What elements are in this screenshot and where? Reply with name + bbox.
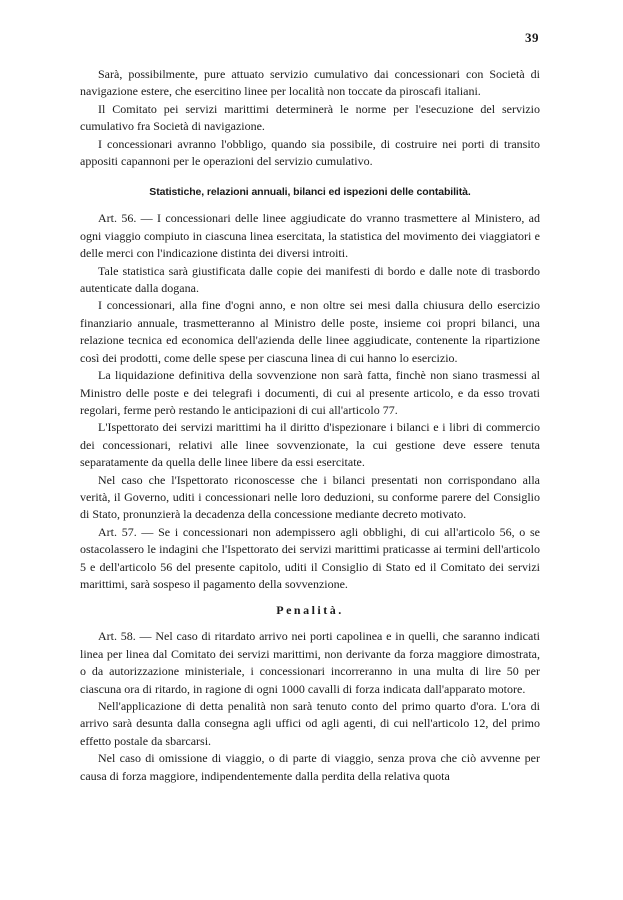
article-57-paragraph: Art. 57. — Se i concessionari non adempissero agli obblighi, di cui all'articolo 56, o se ostacolassero le indagini che l'Ispettorato dei servizi marittimi praticasse ai termini dell'articolo 5 e dell'articolo 56 del presente capitolo, uditi il Consiglio di Stato ed il Comitato dei servizi marittimi, sarà sospeso il pagamento della sovvenzione.: [80, 524, 540, 591]
article-56-paragraph: Art. 56. — I concessionari delle linee aggiudicate do vranno trasmettere al Ministero, ad ogni viaggio compiuto in ciascuna linea esercitata, la statistica del movimento dei viaggiatori e delle merci con l'indicazione distinta dei diversi introiti.: [80, 211, 540, 261]
intro-paragraph-3: I concessionari avranno l'obbligo, quando sia possibile, di costruire nei porti di transito appositi capannoni per le operazioni del servizio cumulativo.: [80, 136, 540, 169]
intro-paragraph-1: Sarà, possibilmente, pure attuato servizio cumulativo dai concessionari con Società di navigazione estere, che esercitino linee per località non toccate da piroscafi italiani.: [80, 67, 540, 99]
section-heading: Statistiche, relazioni annuali, bilanci ed ispezioni delle contabilità.: [149, 186, 471, 199]
penalty-application-paragraph: Nell'applicazione di detta penalità non sarà tenuto conto del primo quarto d'ora. L'ora di arrivo sarà desunta dalla consegna agli uffici od agli agenti, di cui nell'articolo 12, del primo effetto postale da sbarcarsi.: [80, 699, 540, 748]
penalty-heading: Penalità.: [276, 603, 344, 618]
forfeiture-paragraph: Nel caso che l'Ispettorato riconoscesse che i bilanci presentati non corrispondano alla verità, il Governo, uditi i concessionari nelle loro deduzioni, su conforme parere del Consiglio di Stato, pronunzierà la decadenza della concessione mediante decreto motivato.: [80, 472, 540, 522]
inspection-paragraph: L'Ispettorato dei servizi marittimi ha il diritto d'ispezionare i bilanci e i libri di commercio dei concessionari, relativi alle linee sovvenzionate, la cui gestione deve essere tenuta separatamente da quella delle linee libere da essi esercitate.: [80, 420, 540, 470]
article-58-paragraph: Art. 58. — Nel caso di ritardato arrivo nei porti capolinea e in quelli, che saranno indicati linea per linea dal Comitato dei servizi marittimi, non derivante da forza maggiore dimostrata, o da autorizzazione ministeriale, i concessionari incorreranno in una multa di lire 50 per ciascuna ora di ritardo, in ragione di ogni 1000 cavalli di forza indicata dall'apparato motore.: [80, 629, 540, 696]
voyage-omission-paragraph: Nel caso di omissione di viaggio, o di parte di viaggio, senza prova che ciò avvenne per causa di forza maggiore, indipendentemente dalla perdita della relativa quota: [80, 751, 540, 783]
intro-paragraph-2: Il Comitato pei servizi marittimi determinerà le norme per l'esecuzione del servizio cumulativo fra Società di navigazione.: [80, 101, 540, 134]
statistics-justification-paragraph: Tale statistica sarà giustificata dalle copie dei manifesti di bordo e dalle note di trasbordo autenticate dalla dogana.: [80, 263, 540, 296]
final-liquidation-paragraph: La liquidazione definitiva della sovvenzione non sarà fatta, finchè non siano trasmessi al Ministro delle poste e dei telegrafi i documenti, di cui al presente articolo, e da esso trovati regolari, ferme però restando le anticipazioni di cui all'articolo 77.: [80, 368, 540, 417]
page-body: [80, 66, 540, 785]
annual-report-paragraph: I concessionari, alla fine d'ogni anno, e non oltre sei mesi dalla chiusura dello esercizio finanziario annuale, trasmetteranno al Ministro delle poste, insieme coi propri bilanci, una relazione tecnica ed economica dell'azienda delle linee aggiudicate, contenente la ripartizione così dei prodotti, come delle spese per ciascuna linea di cui hanno lo esercizio.: [80, 298, 540, 365]
page-number: 39: [525, 30, 539, 45]
